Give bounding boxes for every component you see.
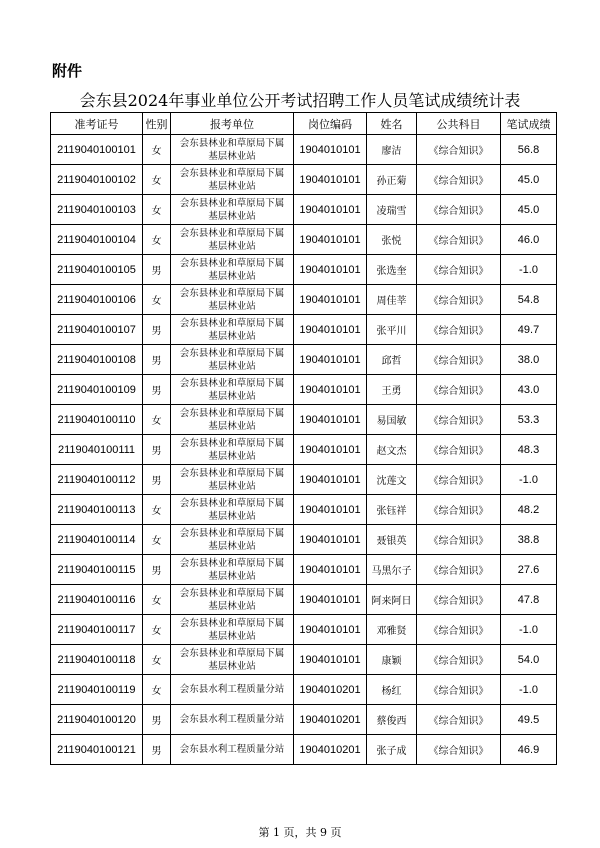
table-row xyxy=(51,555,557,585)
cell-exam-id: 2119040100120 xyxy=(51,705,143,735)
cell-exam-id: 2119040100104 xyxy=(51,225,143,255)
cell-subject: 《综合知识》 xyxy=(417,255,501,285)
cell-score: 46.0 xyxy=(501,225,557,255)
cell-exam-id: 2119040100102 xyxy=(51,165,143,195)
unit-line: 会东县林业和草原局下属 xyxy=(179,467,285,479)
unit-line: 会东县林业和草原局下属 xyxy=(179,317,285,329)
cell-score: 48.3 xyxy=(501,435,557,465)
cell-unit xyxy=(171,705,294,735)
cell-name: 聂银英 xyxy=(367,525,417,555)
unit-line: 基层林业站 xyxy=(208,630,256,642)
cell-subject: 《综合知识》 xyxy=(417,525,501,555)
cell-unit xyxy=(171,195,294,225)
unit-line: 基层林业站 xyxy=(208,660,256,672)
cell-gender: 女 xyxy=(143,135,171,165)
cell-subject: 《综合知识》 xyxy=(417,495,501,525)
cell-unit xyxy=(171,315,294,345)
cell-subject: 《综合知识》 xyxy=(417,195,501,225)
unit-line: 会东县林业和草原局下属 xyxy=(179,617,285,629)
cell-post-code: 1904010101 xyxy=(294,465,367,495)
cell-name: 赵文杰 xyxy=(367,435,417,465)
cell-score: 49.5 xyxy=(501,705,557,735)
cell-name: 邓雅贤 xyxy=(367,615,417,645)
cell-score: 49.7 xyxy=(501,315,557,345)
cell-exam-id: 2119040100112 xyxy=(51,465,143,495)
cell-post-code: 1904010101 xyxy=(294,375,367,405)
table-row xyxy=(51,315,557,345)
cell-gender: 女 xyxy=(143,585,171,615)
table-body xyxy=(51,135,557,765)
cell-post-code: 1904010101 xyxy=(294,195,367,225)
cell-gender: 女 xyxy=(143,495,171,525)
cell-score: 54.8 xyxy=(501,285,557,315)
cell-exam-id: 2119040100107 xyxy=(51,315,143,345)
cell-score: 38.8 xyxy=(501,525,557,555)
cell-score: 38.0 xyxy=(501,345,557,375)
cell-subject: 《综合知识》 xyxy=(417,405,501,435)
cell-gender: 男 xyxy=(143,375,171,405)
cell-post-code: 1904010101 xyxy=(294,315,367,345)
cell-gender: 男 xyxy=(143,555,171,585)
cell-name: 马黑尔子 xyxy=(367,555,417,585)
cell-score: -1.0 xyxy=(501,465,557,495)
unit-line: 基层林业站 xyxy=(208,390,256,402)
unit-line: 会东县林业和草原局下属 xyxy=(179,167,285,179)
cell-gender: 男 xyxy=(143,345,171,375)
table-row xyxy=(51,135,557,165)
cell-exam-id: 2119040100108 xyxy=(51,345,143,375)
cell-gender: 男 xyxy=(143,735,171,765)
cell-post-code: 1904010101 xyxy=(294,225,367,255)
cell-post-code: 1904010201 xyxy=(294,675,367,705)
cell-score: 43.0 xyxy=(501,375,557,405)
cell-gender: 女 xyxy=(143,645,171,675)
column-header-gender: 性别 xyxy=(143,113,171,135)
table-row xyxy=(51,675,557,705)
unit-line: 基层林业站 xyxy=(208,210,256,222)
unit-line: 会东县林业和草原局下属 xyxy=(179,587,285,599)
cell-exam-id: 2119040100119 xyxy=(51,675,143,705)
cell-subject: 《综合知识》 xyxy=(417,165,501,195)
cell-unit xyxy=(171,585,294,615)
cell-name: 张平川 xyxy=(367,315,417,345)
unit-line: 会东县林业和草原局下属 xyxy=(179,287,285,299)
cell-score: 53.3 xyxy=(501,405,557,435)
cell-subject: 《综合知识》 xyxy=(417,555,501,585)
cell-post-code: 1904010101 xyxy=(294,615,367,645)
cell-name: 张子成 xyxy=(367,735,417,765)
cell-gender: 女 xyxy=(143,225,171,255)
cell-post-code: 1904010101 xyxy=(294,345,367,375)
cell-exam-id: 2119040100111 xyxy=(51,435,143,465)
cell-subject: 《综合知识》 xyxy=(417,735,501,765)
unit-line: 会东县林业和草原局下属 xyxy=(179,497,285,509)
cell-exam-id: 2119040100103 xyxy=(51,195,143,225)
cell-exam-id: 2119040100106 xyxy=(51,285,143,315)
cell-unit xyxy=(171,465,294,495)
unit-line: 会东县林业和草原局下属 xyxy=(179,197,285,209)
cell-name: 周佳莘 xyxy=(367,285,417,315)
unit-line: 基层林业站 xyxy=(208,270,256,282)
cell-name: 凌瑞雪 xyxy=(367,195,417,225)
table-row xyxy=(51,585,557,615)
cell-unit xyxy=(171,285,294,315)
cell-unit xyxy=(171,615,294,645)
cell-gender: 男 xyxy=(143,255,171,285)
cell-gender: 女 xyxy=(143,525,171,555)
table-row xyxy=(51,435,557,465)
cell-score: 47.8 xyxy=(501,585,557,615)
cell-unit xyxy=(171,525,294,555)
unit-line: 会东县林业和草原局下属 xyxy=(179,347,285,359)
cell-unit xyxy=(171,555,294,585)
cell-gender: 男 xyxy=(143,465,171,495)
unit-line: 基层林业站 xyxy=(208,360,256,372)
table-row xyxy=(51,375,557,405)
cell-subject: 《综合知识》 xyxy=(417,585,501,615)
cell-gender: 女 xyxy=(143,615,171,645)
table-row xyxy=(51,165,557,195)
unit-line: 会东县林业和草原局下属 xyxy=(179,557,285,569)
cell-gender: 男 xyxy=(143,315,171,345)
table-row xyxy=(51,495,557,525)
cell-exam-id: 2119040100113 xyxy=(51,495,143,525)
cell-subject: 《综合知识》 xyxy=(417,615,501,645)
column-header-unit: 报考单位 xyxy=(171,113,294,135)
cell-unit xyxy=(171,495,294,525)
unit-line: 基层林业站 xyxy=(208,420,256,432)
cell-subject: 《综合知识》 xyxy=(417,675,501,705)
table-row xyxy=(51,645,557,675)
cell-post-code: 1904010101 xyxy=(294,645,367,675)
cell-name: 杨红 xyxy=(367,675,417,705)
unit-line: 基层林业站 xyxy=(208,300,256,312)
table-row xyxy=(51,345,557,375)
table-row xyxy=(51,225,557,255)
cell-exam-id: 2119040100117 xyxy=(51,615,143,645)
table-row xyxy=(51,195,557,225)
cell-score: 45.0 xyxy=(501,165,557,195)
cell-subject: 《综合知识》 xyxy=(417,375,501,405)
cell-post-code: 1904010201 xyxy=(294,705,367,735)
cell-post-code: 1904010101 xyxy=(294,435,367,465)
page-title: 会东县2024年事业单位公开考试招聘工作人员笔试成绩统计表 xyxy=(79,91,521,110)
cell-gender: 女 xyxy=(143,165,171,195)
cell-subject: 《综合知识》 xyxy=(417,465,501,495)
unit-line: 会东县水利工程质量分站 xyxy=(179,684,285,695)
cell-gender: 男 xyxy=(143,435,171,465)
cell-post-code: 1904010101 xyxy=(294,135,367,165)
cell-unit xyxy=(171,645,294,675)
cell-exam-id: 2119040100121 xyxy=(51,735,143,765)
column-header-subject: 公共科目 xyxy=(417,113,501,135)
cell-unit xyxy=(171,675,294,705)
column-header-name: 姓名 xyxy=(367,113,417,135)
cell-gender: 女 xyxy=(143,195,171,225)
cell-subject: 《综合知识》 xyxy=(417,435,501,465)
cell-score: -1.0 xyxy=(501,615,557,645)
unit-line: 会东县林业和草原局下属 xyxy=(179,377,285,389)
unit-line: 基层林业站 xyxy=(208,510,256,522)
cell-name: 廖洁 xyxy=(367,135,417,165)
table-row xyxy=(51,285,557,315)
cell-score: 56.8 xyxy=(501,135,557,165)
cell-subject: 《综合知识》 xyxy=(417,705,501,735)
cell-unit xyxy=(171,225,294,255)
cell-name: 张悦 xyxy=(367,225,417,255)
unit-line: 基层林业站 xyxy=(208,330,256,342)
unit-line: 会东县林业和草原局下属 xyxy=(179,437,285,449)
cell-exam-id: 2119040100116 xyxy=(51,585,143,615)
cell-name: 易国敏 xyxy=(367,405,417,435)
cell-unit xyxy=(171,435,294,465)
cell-exam-id: 2119040100118 xyxy=(51,645,143,675)
unit-line: 基层林业站 xyxy=(208,480,256,492)
cell-name: 张钰祥 xyxy=(367,495,417,525)
cell-post-code: 1904010101 xyxy=(294,525,367,555)
cell-subject: 《综合知识》 xyxy=(417,315,501,345)
cell-post-code: 1904010101 xyxy=(294,255,367,285)
cell-unit xyxy=(171,255,294,285)
cell-subject: 《综合知识》 xyxy=(417,645,501,675)
cell-name: 阿来阿日 xyxy=(367,585,417,615)
page-footer: 第 1 页，共 9 页 xyxy=(258,826,342,839)
cell-subject: 《综合知识》 xyxy=(417,345,501,375)
unit-line: 基层林业站 xyxy=(208,600,256,612)
cell-post-code: 1904010101 xyxy=(294,585,367,615)
cell-unit xyxy=(171,135,294,165)
unit-line: 基层林业站 xyxy=(208,240,256,252)
cell-score: 45.0 xyxy=(501,195,557,225)
cell-subject: 《综合知识》 xyxy=(417,135,501,165)
cell-score: 54.0 xyxy=(501,645,557,675)
unit-line: 基层林业站 xyxy=(208,570,256,582)
unit-line: 基层林业站 xyxy=(208,540,256,552)
cell-exam-id: 2119040100105 xyxy=(51,255,143,285)
cell-score: -1.0 xyxy=(501,675,557,705)
cell-name: 张选奎 xyxy=(367,255,417,285)
cell-exam-id: 2119040100115 xyxy=(51,555,143,585)
unit-line: 基层林业站 xyxy=(208,150,256,162)
unit-line: 会东县水利工程质量分站 xyxy=(179,714,285,725)
cell-name: 王勇 xyxy=(367,375,417,405)
cell-unit xyxy=(171,405,294,435)
cell-name: 邱哲 xyxy=(367,345,417,375)
cell-gender: 女 xyxy=(143,405,171,435)
column-header-post-code: 岗位编码 xyxy=(294,113,367,135)
cell-post-code: 1904010101 xyxy=(294,165,367,195)
column-header-exam-id: 准考证号 xyxy=(51,113,143,135)
table-row xyxy=(51,735,557,765)
attachment-label: 附件 xyxy=(52,62,83,80)
cell-exam-id: 2119040100114 xyxy=(51,525,143,555)
unit-line: 基层林业站 xyxy=(208,450,256,462)
table-row xyxy=(51,255,557,285)
cell-score: 46.9 xyxy=(501,735,557,765)
cell-exam-id: 2119040100101 xyxy=(51,135,143,165)
cell-unit xyxy=(171,345,294,375)
table-row xyxy=(51,705,557,735)
cell-gender: 女 xyxy=(143,675,171,705)
cell-name: 蔡俊西 xyxy=(367,705,417,735)
cell-score: 27.6 xyxy=(501,555,557,585)
table-row xyxy=(51,405,557,435)
cell-name: 康颖 xyxy=(367,645,417,675)
cell-post-code: 1904010201 xyxy=(294,735,367,765)
cell-gender: 男 xyxy=(143,705,171,735)
table-row xyxy=(51,615,557,645)
score-table xyxy=(50,112,557,765)
cell-score: 48.2 xyxy=(501,495,557,525)
cell-score: -1.0 xyxy=(501,255,557,285)
column-header-score: 笔试成绩 xyxy=(501,113,557,135)
unit-line: 基层林业站 xyxy=(208,180,256,192)
cell-gender: 女 xyxy=(143,285,171,315)
table-header-row xyxy=(51,113,557,135)
unit-line: 会东县林业和草原局下属 xyxy=(179,227,285,239)
unit-line: 会东县林业和草原局下属 xyxy=(179,137,285,149)
table-row xyxy=(51,525,557,555)
cell-post-code: 1904010101 xyxy=(294,495,367,525)
unit-line: 会东县水利工程质量分站 xyxy=(179,744,285,755)
cell-subject: 《综合知识》 xyxy=(417,285,501,315)
cell-post-code: 1904010101 xyxy=(294,285,367,315)
cell-name: 沈莲文 xyxy=(367,465,417,495)
unit-line: 会东县林业和草原局下属 xyxy=(179,407,285,419)
cell-unit xyxy=(171,375,294,405)
cell-name: 孙正菊 xyxy=(367,165,417,195)
unit-line: 会东县林业和草原局下属 xyxy=(179,527,285,539)
unit-line: 会东县林业和草原局下属 xyxy=(179,647,285,659)
table-row xyxy=(51,465,557,495)
unit-line: 会东县林业和草原局下属 xyxy=(179,257,285,269)
cell-post-code: 1904010101 xyxy=(294,555,367,585)
cell-exam-id: 2119040100109 xyxy=(51,375,143,405)
cell-post-code: 1904010101 xyxy=(294,405,367,435)
cell-subject: 《综合知识》 xyxy=(417,225,501,255)
cell-exam-id: 2119040100110 xyxy=(51,405,143,435)
cell-unit xyxy=(171,735,294,765)
cell-unit xyxy=(171,165,294,195)
